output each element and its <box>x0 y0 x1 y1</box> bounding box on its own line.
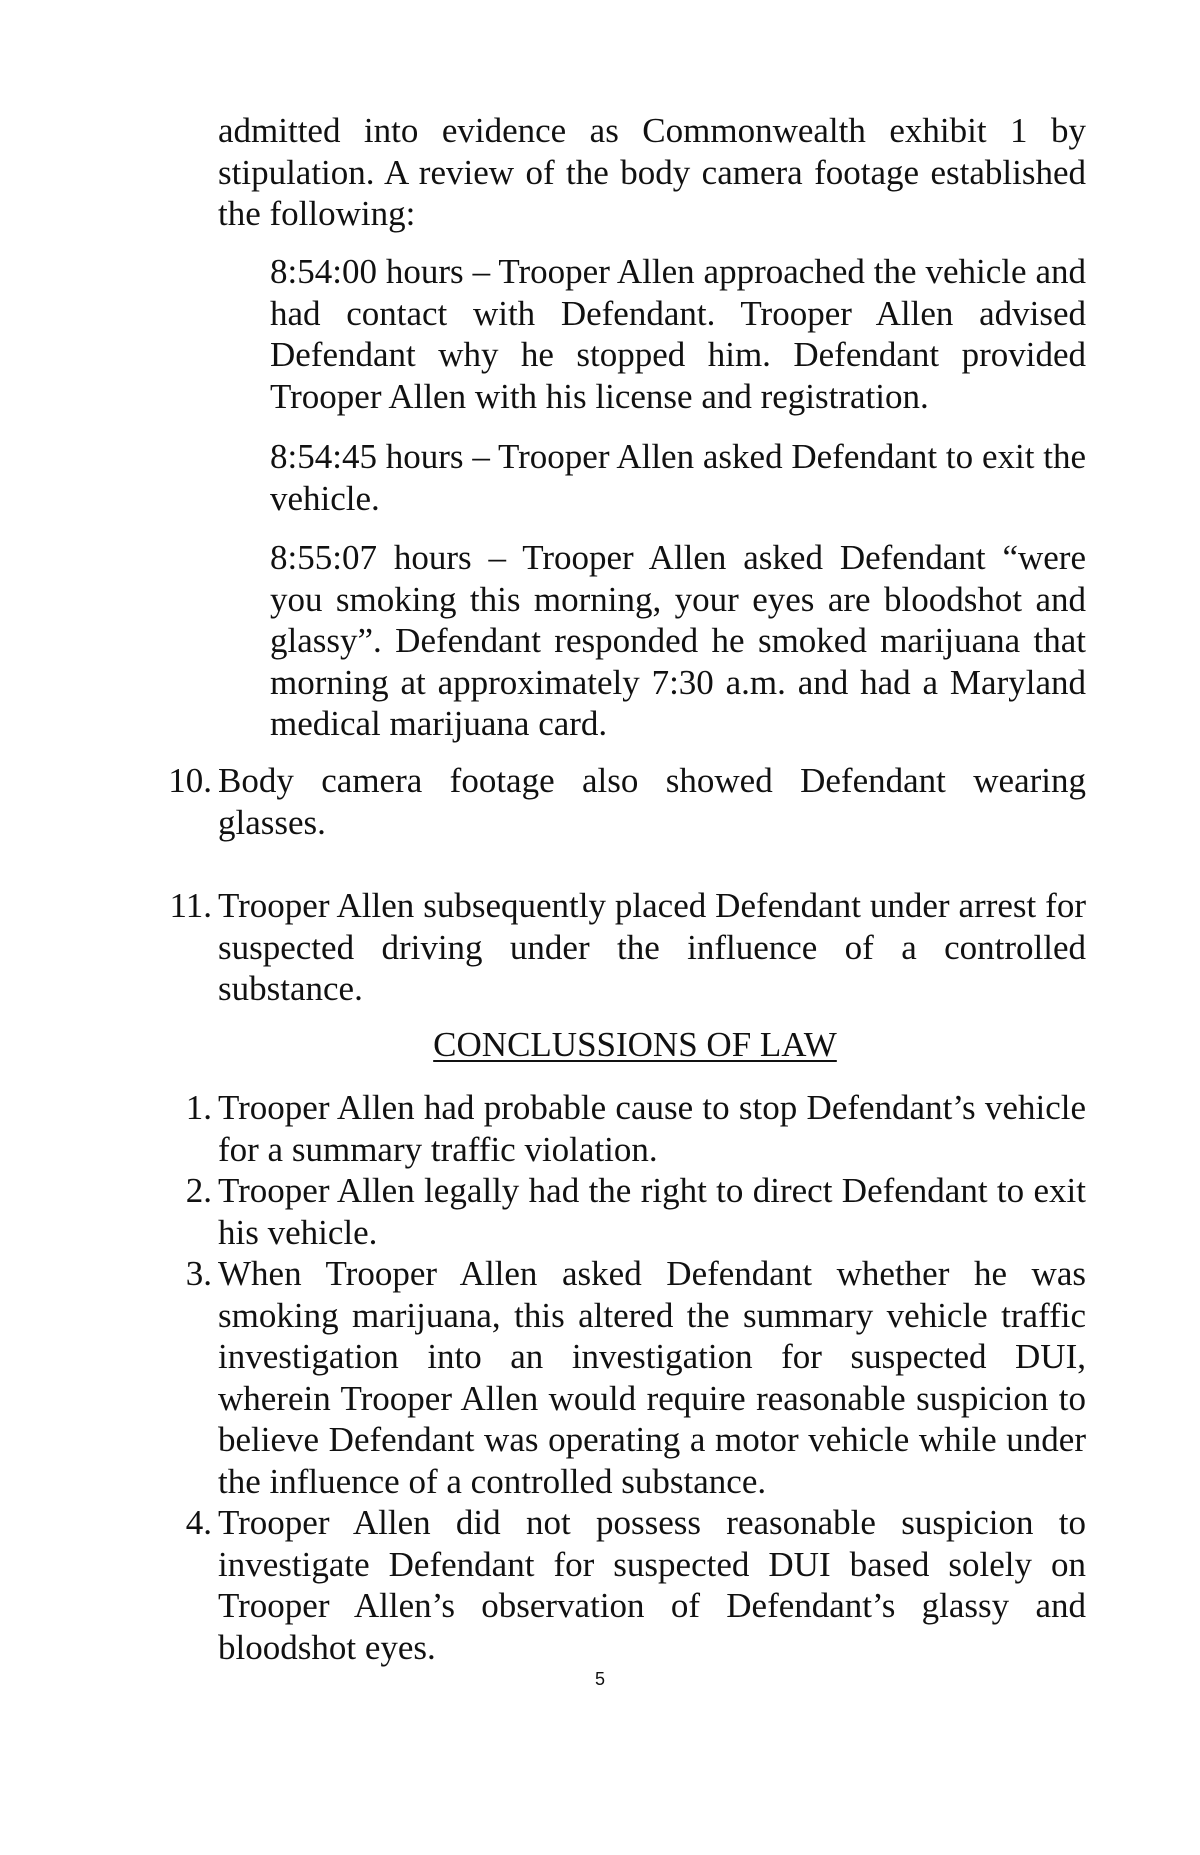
list-number: 2. <box>185 1171 212 1210</box>
conclusion-text: Trooper Allen did not possess reasonable suspicion to investigate Defendant for suspected DUI based solely on Trooper Allen’s observation of Defendant’s glassy and bloodshot eyes. <box>218 1503 1086 1667</box>
list-number: 10. <box>168 761 212 800</box>
conclusion-text: Trooper Allen legally had the right to direct Defendant to exit his vehicle. <box>218 1171 1086 1252</box>
finding-text: Body camera footage also showed Defendant wearing glasses. <box>218 761 1086 842</box>
list-number: 3. <box>185 1254 212 1293</box>
list-number: 1. <box>185 1088 212 1127</box>
conclusion-text: When Trooper Allen asked Defendant whether he was smoking marijuana, this altered the summary vehicle traffic investigation into an investigation for suspected DUI, wherein Trooper Allen would require reasonable suspicion to believe Defendant was operating a motor vehicle while under the influence of a controlled substance. <box>218 1254 1086 1501</box>
section-heading <box>0 1024 1200 1066</box>
list-number: 4. <box>185 1503 212 1542</box>
conclusion-item-4 <box>185 1502 1086 1668</box>
conclusion-item-2 <box>185 1170 1086 1253</box>
footage-entry-3: 8:55:07 hours – Trooper Allen asked Defendant “were you smoking this morning, your eyes are bloodshot and glassy”. Defendant responded he smoked marijuana that morning at approximately 7:30 a.m. and had a Maryland medical marijuana card. <box>270 538 1086 743</box>
conclusion-item-1 <box>185 1087 1086 1170</box>
footage-entry-1: 8:54:00 hours – Trooper Allen approached the vehicle and had contact with Defendant. Trooper Allen advised Defendant why he stopped him. Defendant provided Trooper Allen with his license and registration. <box>270 252 1086 416</box>
page-number: 5 <box>594 1669 605 1689</box>
footage-entry-2: 8:54:45 hours – Trooper Allen asked Defendant to exit the vehicle. <box>270 437 1086 518</box>
list-number: 11. <box>169 886 212 925</box>
finding-item-10 <box>168 760 1086 843</box>
conclusions-heading: CONCLUSSIONS OF LAW <box>433 1025 837 1064</box>
finding-item-11 <box>169 885 1086 1010</box>
conclusion-item-3 <box>185 1253 1086 1502</box>
conclusion-text: Trooper Allen had probable cause to stop Defendant’s vehicle for a summary traffic violation. <box>218 1088 1086 1169</box>
intro-paragraph: admitted into evidence as Commonwealth exhibit 1 by stipulation. A review of the body camera footage established the following: <box>218 111 1086 233</box>
finding-text: Trooper Allen subsequently placed Defendant under arrest for suspected driving under the influence of a controlled substance. <box>218 886 1086 1008</box>
